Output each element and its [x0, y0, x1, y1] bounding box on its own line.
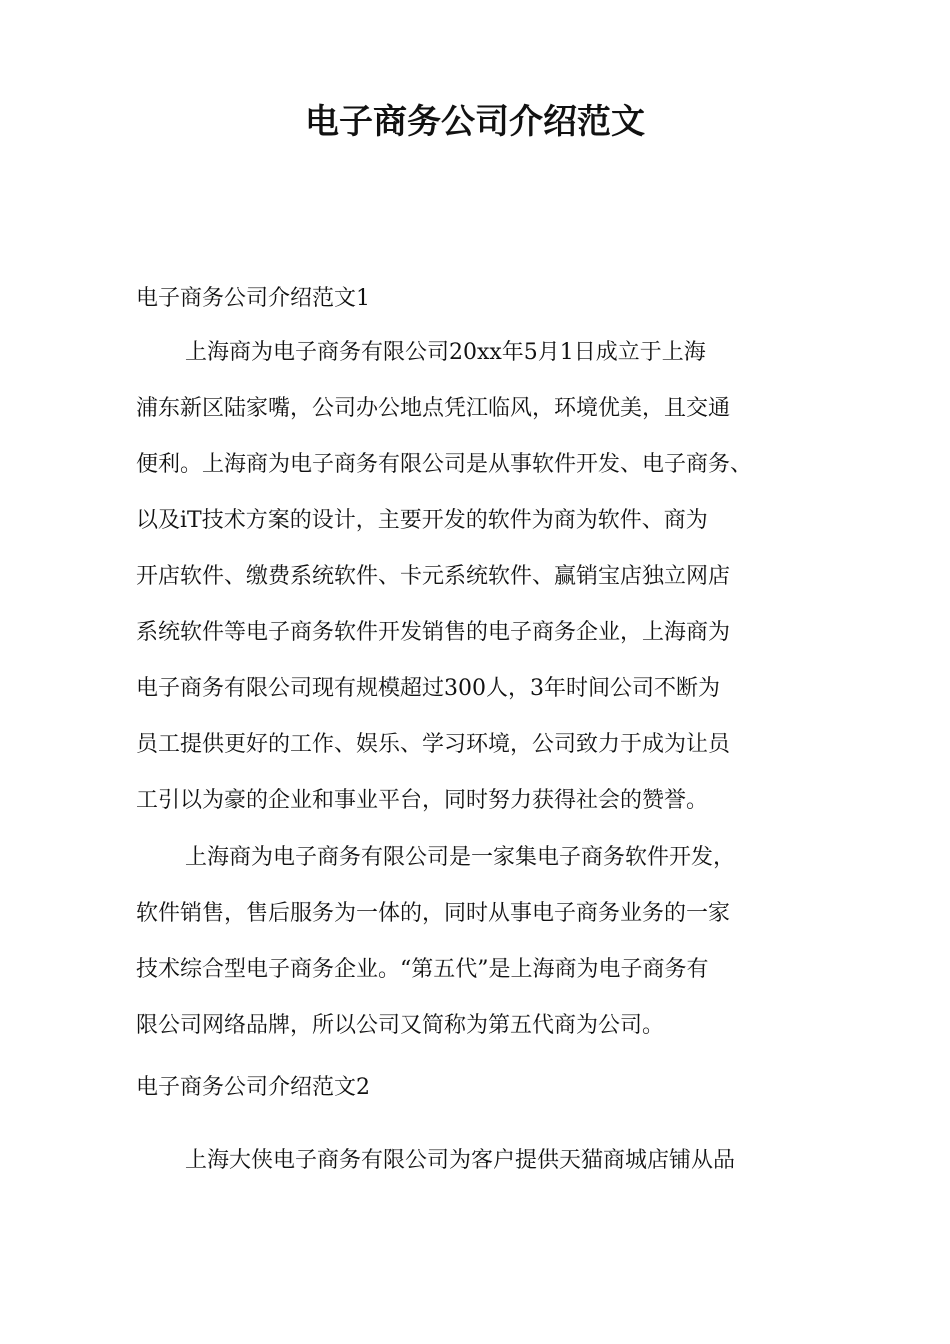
paragraph-2 — [136, 842, 856, 1066]
paragraph-line: 限公司网络品牌，所以公司又简称为第五代商为公司。 — [136, 1013, 665, 1038]
paragraph-line: 上海大侠电子商务有限公司为客户提供天猫商城店铺从品 — [185, 1148, 736, 1173]
paragraph-line: 电子商务有限公司现有规模超过300人，3年时间公司不断为 — [136, 676, 720, 701]
section-heading-1: 电子商务公司介绍范文1 — [136, 286, 370, 311]
document-title: 电子商务公司介绍范文 — [305, 102, 645, 142]
paragraph-line: 便利。上海商为电子商务有限公司是从事软件开发、电子商务、 — [136, 452, 753, 477]
paragraph-line: 以及iT技术方案的设计，主要开发的软件为商为软件、商为 — [136, 508, 708, 533]
paragraph-line: 工引以为豪的企业和事业平台，同时努力获得社会的赞誉。 — [136, 788, 709, 813]
paragraph-line: 上海商为电子商务有限公司20xx年5月1日成立于上海 — [185, 340, 706, 365]
section-heading-2: 电子商务公司介绍范文2 — [136, 1075, 370, 1100]
paragraph-1 — [136, 337, 856, 841]
paragraph-3 — [136, 1145, 856, 1201]
paragraph-line: 开店软件、缴费系统软件、卡元系统软件、赢销宝店独立网店 — [136, 564, 731, 589]
paragraph-line: 上海商为电子商务有限公司是一家集电子商务软件开发， — [185, 845, 736, 870]
paragraph-line: 软件销售，售后服务为一体的，同时从事电子商务业务的一家 — [136, 901, 731, 926]
paragraph-line: 员工提供更好的工作、娱乐、学习环境，公司致力于成为让员 — [136, 732, 731, 757]
paragraph-line: 浦东新区陆家嘴，公司办公地点凭江临风，环境优美，且交通 — [136, 396, 731, 421]
paragraph-line: 技术综合型电子商务企业。“第五代”是上海商为电子商务有 — [136, 957, 709, 982]
paragraph-line: 系统软件等电子商务软件开发销售的电子商务企业，上海商为 — [136, 620, 731, 645]
